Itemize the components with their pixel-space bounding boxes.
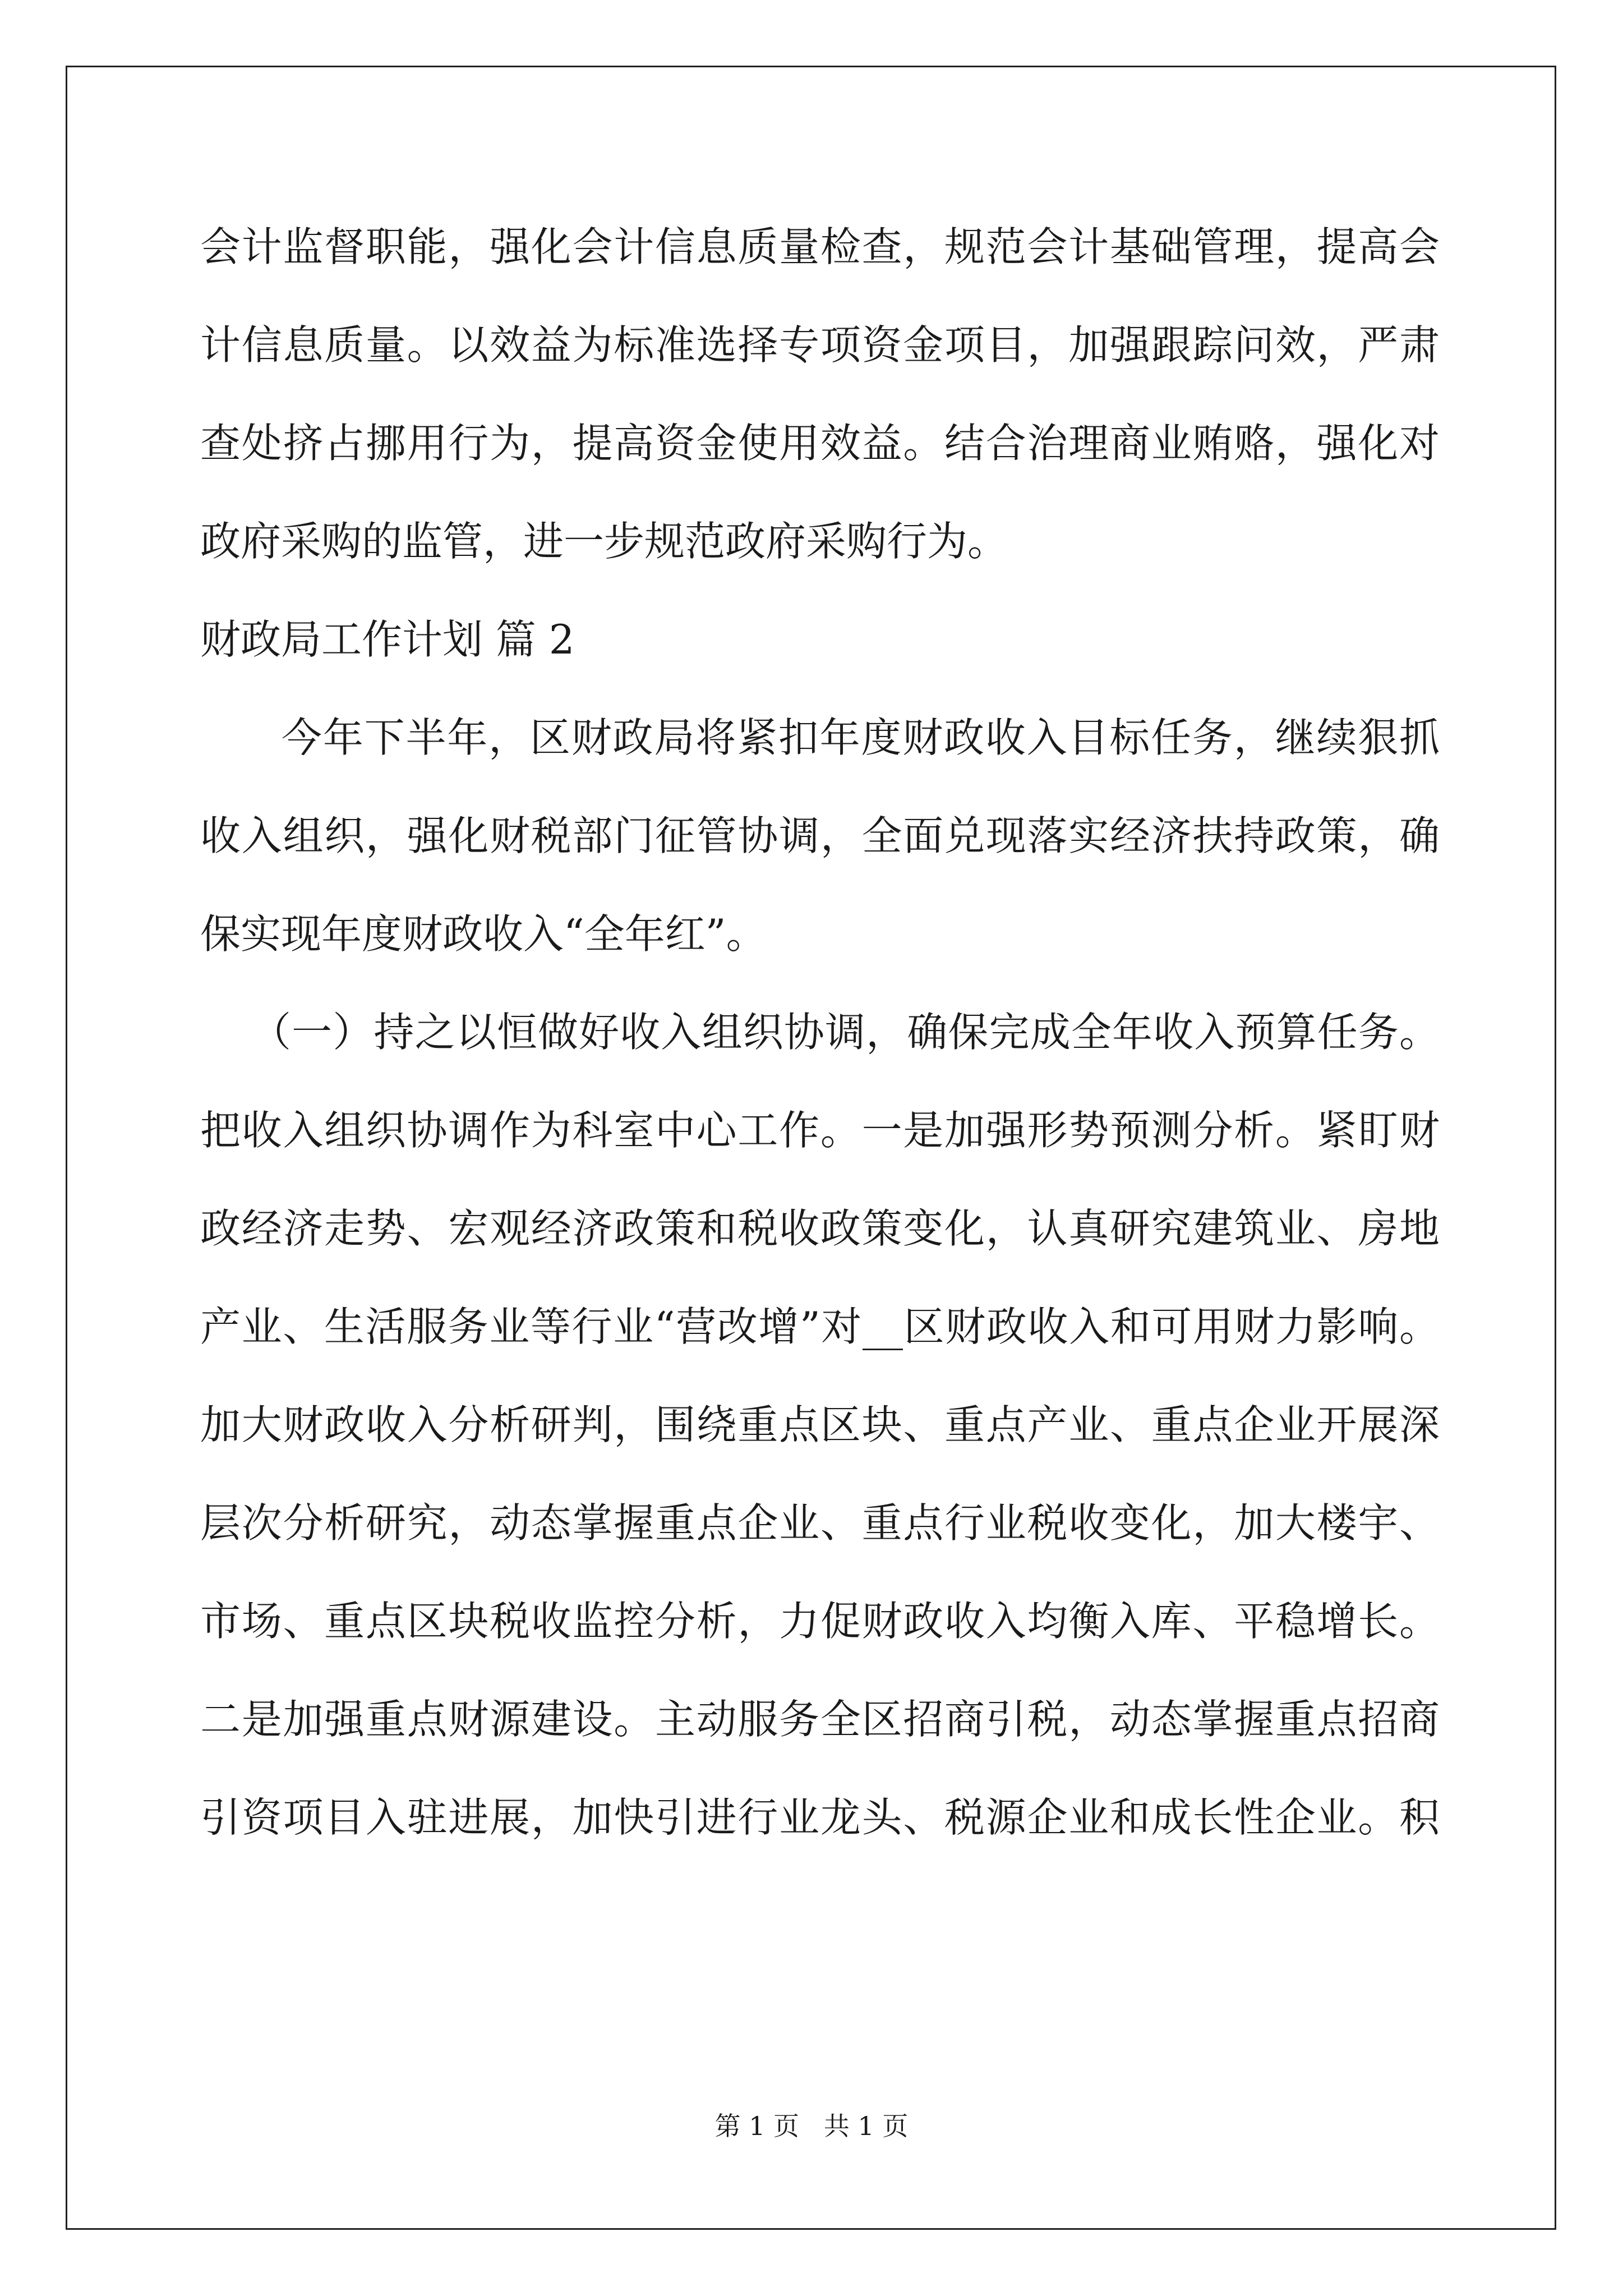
page-footer: 第 1 页 共 1 页 — [714, 2111, 909, 2141]
paragraph-3-line-5: 加大财政收入分析研判，围绕重点区块、重点产业、重点企业开展深 — [200, 1401, 1440, 1448]
paragraph-3-line-7: 市场、重点区块税收监控分析，力促财政收入均衡入库、平稳增长。 — [200, 1598, 1440, 1645]
paragraph-2-line-2: 收入组织，强化财税部门征管协调，全面兑现落实经济扶持政策，确 — [200, 812, 1440, 859]
paragraph-3-line-6: 层次分析研究，动态掌握重点企业、重点行业税收变化，加大楼宇、 — [200, 1499, 1440, 1547]
paragraph-3-line-3: 政经济走势、宏观经济政策和税收政策变化，认真研究建筑业、房地 — [200, 1205, 1440, 1252]
paragraph-3-line-4: 产业、生活服务业等行业“营改增”对__区财政收入和可用财力影响。 — [200, 1303, 1440, 1350]
paragraph-3-line-2: 把收入组织协调作为科室中心工作。一是加强形势预测分析。紧盯财 — [200, 1107, 1440, 1154]
paragraph-2-line-3: 保实现年度财政收入“全年红”。 — [200, 910, 767, 958]
paragraph-1-line-2: 计信息质量。以效益为标准选择专项资金项目，加强跟踪问效，严肃 — [200, 321, 1440, 369]
paragraph-1-line-1: 会计监督职能，强化会计信息质量检查，规范会计基础管理，提高会 — [200, 223, 1440, 270]
paragraph-1-line-4: 政府采购的监管，进一步规范政府采购行为。 — [200, 518, 1008, 565]
paragraph-3-line-1: （一）持之以恒做好收入组织协调，确保完成全年收入预算任务。 — [251, 1009, 1440, 1056]
paragraph-2-line-1: 今年下半年，区财政局将紧扣年度财政收入目标任务，继续狠抓 — [282, 714, 1440, 761]
section-heading: 财政局工作计划 篇 2 — [200, 616, 575, 663]
paragraph-1-line-3: 查处挤占挪用行为，提高资金使用效益。结合治理商业贿赂，强化对 — [200, 420, 1440, 467]
paragraph-3-line-9: 引资项目入驻进展，加快引进行业龙头、税源企业和成长性企业。积 — [200, 1794, 1440, 1841]
paragraph-3-line-8: 二是加强重点财源建设。主动服务全区招商引税，动态掌握重点招商 — [200, 1696, 1440, 1743]
